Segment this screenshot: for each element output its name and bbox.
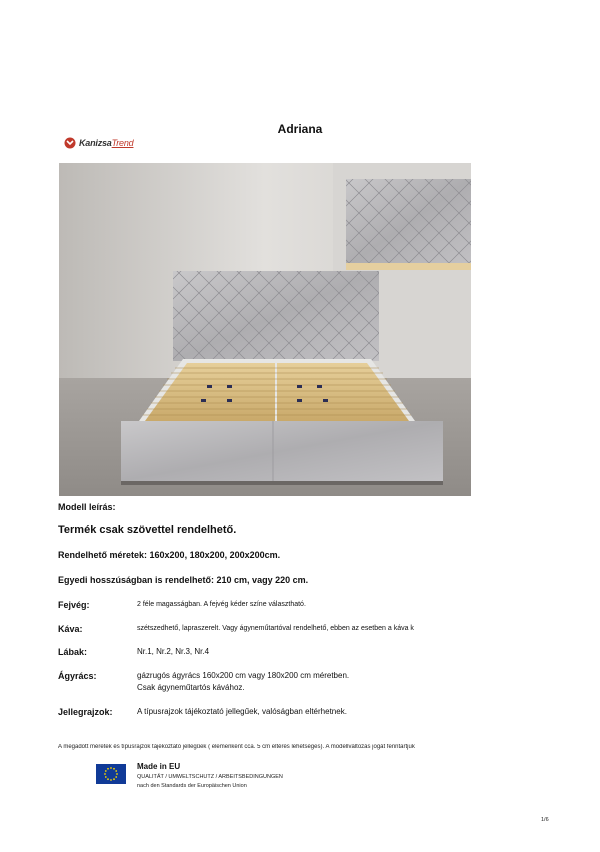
page-title: Adriana bbox=[277, 122, 323, 136]
spec-value-legs: Nr.1, Nr.2, Nr.3, Nr.4 bbox=[137, 647, 210, 656]
spec-label-slatted-base: Ágyrács: bbox=[58, 671, 97, 681]
logo-brand-accent: Trend bbox=[111, 138, 134, 148]
available-sizes: Rendelhető méretek: 160x200, 180x200, 200x200cm. bbox=[58, 550, 281, 560]
spec-value-slatted-base-1: gázrugós ágyrács 160x200 cm vagy 180x200 cm méretben. bbox=[137, 671, 350, 680]
spec-value-frame: szétszedhető, lapraszerelt. Vagy ágyneműtartóval rendelhető, ebben az esetben a káva k bbox=[137, 625, 414, 632]
bed-illustration bbox=[59, 163, 471, 496]
spec-label-drawings: Jellegrajzok: bbox=[58, 707, 113, 717]
made-in-eu-label: Made in EU bbox=[137, 762, 181, 771]
page-number: 1/6 bbox=[541, 817, 549, 823]
spec-value-drawings: A típusrajzok tájékoztató jellegűek, valóságban eltérhetnek. bbox=[137, 707, 347, 716]
custom-length-note: Egyedi hosszúságban is rendelhető: 210 cm, vagy 220 cm. bbox=[58, 575, 309, 585]
product-photo bbox=[59, 163, 471, 496]
dimensions-footnote: A megadott méretek és típusrajzok tájékoztató jellegűek ( elemenként cca. 5 cm eltérés lehetséges). A modellváltozás jogát fenntartjuk bbox=[58, 744, 415, 750]
logo-mark-icon bbox=[64, 137, 76, 149]
fabric-note: Termék csak szövettel rendelhető. bbox=[58, 524, 237, 536]
spec-label-headboard: Fejvég: bbox=[58, 600, 90, 610]
made-in-eu-standards-line: nach den Standards der Europäischen Union bbox=[137, 783, 247, 789]
spec-value-headboard: 2 féle magasságban. A fejvég kéder színe választható. bbox=[137, 601, 306, 608]
brand-logo bbox=[64, 135, 133, 151]
eu-flag-icon bbox=[96, 764, 126, 784]
spec-label-legs: Lábak: bbox=[58, 647, 88, 657]
logo-brand: Kanizsa bbox=[79, 138, 112, 148]
spec-label-frame: Káva: bbox=[58, 624, 83, 634]
made-in-eu-quality-line: QUALITÄT / UMWELTSCHUTZ / ARBEITSBEDINGUNGEN bbox=[137, 774, 283, 780]
logo-text bbox=[79, 138, 133, 148]
spec-value-slatted-base-2: Csak ágyneműtartós kávához. bbox=[137, 683, 245, 692]
model-description-heading: Modell leírás: bbox=[58, 502, 116, 512]
